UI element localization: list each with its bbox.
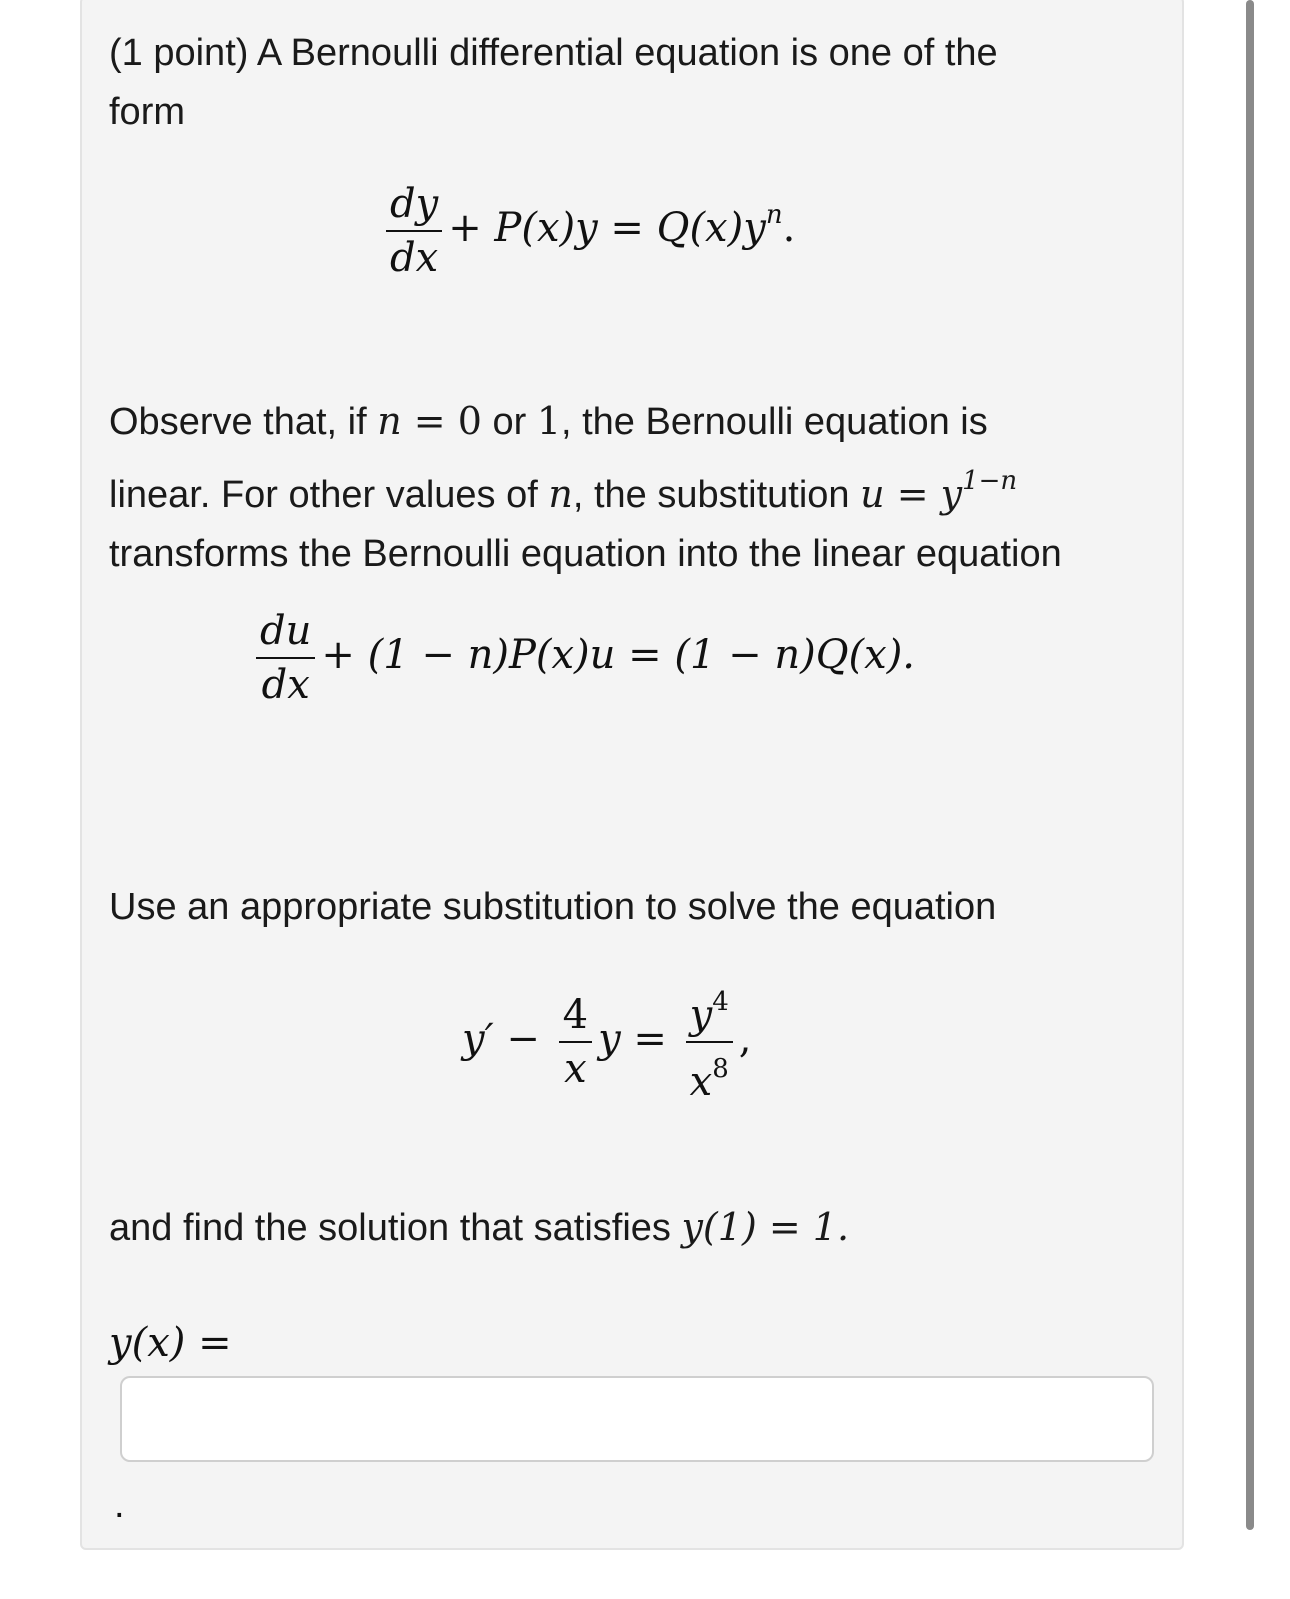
dy-dx-fraction: [386, 178, 442, 284]
fraction-denominator: dx: [390, 235, 439, 281]
math-u: u: [860, 472, 885, 516]
problem-equation: [462, 976, 752, 1108]
du-dx-fraction: [256, 605, 315, 711]
fraction-denominator: dx: [261, 662, 310, 708]
equation-lhs: y′ −: [462, 1016, 553, 1062]
answer-label-text: y(x) =: [109, 1320, 232, 1366]
y4-over-x8-fraction: [686, 976, 733, 1108]
math-n: n: [377, 399, 402, 443]
fraction-numerator: [686, 976, 733, 1043]
math-y: y: [940, 472, 963, 516]
math-exponent: 1−n: [962, 466, 1018, 496]
instruction-line: Use an appropriate substitution to solve the equation: [109, 886, 997, 928]
fraction-denominator: [686, 1043, 733, 1108]
equation-middle: y =: [598, 1016, 680, 1062]
equation-rhs: + P(x)y = Q(x)y: [448, 205, 766, 251]
equation-period: .: [782, 205, 796, 251]
fraction-numerator: dy: [386, 178, 442, 232]
fraction-numerator: du: [256, 605, 315, 659]
math-one: 1: [536, 399, 561, 443]
four-over-x-fraction: [559, 989, 592, 1095]
condition-text: [109, 1198, 1169, 1258]
trailing-period: .: [114, 1484, 125, 1526]
scrollbar[interactable]: [1246, 0, 1254, 1530]
text-run: , the Bernoulli equation is: [561, 401, 988, 443]
numerator-exponent: 4: [712, 987, 729, 1017]
equation-rhs: + (1 − n)P(x)u = (1 − n)Q(x).: [321, 632, 916, 678]
observe-text: [109, 392, 1169, 584]
fraction-denominator: x: [564, 1046, 587, 1092]
condition-label: and find the solution that satisfies: [109, 1207, 682, 1249]
exponent: n: [765, 200, 783, 230]
linear-equation: [250, 605, 915, 711]
bernoulli-equation: [380, 178, 795, 284]
math-equals: =: [401, 399, 458, 443]
condition-math: y(1) = 1.: [681, 1205, 850, 1249]
math-zero: 0: [457, 399, 482, 443]
text-run: or: [481, 401, 537, 443]
equation-comma: ,: [738, 1016, 752, 1062]
answer-label: [109, 1320, 232, 1366]
answer-input[interactable]: [120, 1376, 1154, 1462]
text-run: Observe that, if: [109, 401, 378, 443]
text-run: linear. For other values of: [109, 474, 549, 516]
intro-text: [109, 24, 1169, 142]
math-equals: =: [884, 472, 941, 516]
text-run: , the substitution: [572, 474, 861, 516]
text-run: transforms the Bernoulli equation into the linear equation: [109, 533, 1062, 575]
intro-line-1: (1 point) A Bernoulli differential equation is one of the: [109, 32, 998, 74]
math-n: n: [548, 472, 573, 516]
intro-line-2: form: [109, 91, 185, 133]
denominator-base: x: [689, 1059, 713, 1105]
instruction-text: [109, 878, 1169, 937]
numerator-base: y: [689, 992, 713, 1038]
fraction-numerator: 4: [559, 989, 592, 1043]
denominator-exponent: 8: [712, 1054, 729, 1084]
